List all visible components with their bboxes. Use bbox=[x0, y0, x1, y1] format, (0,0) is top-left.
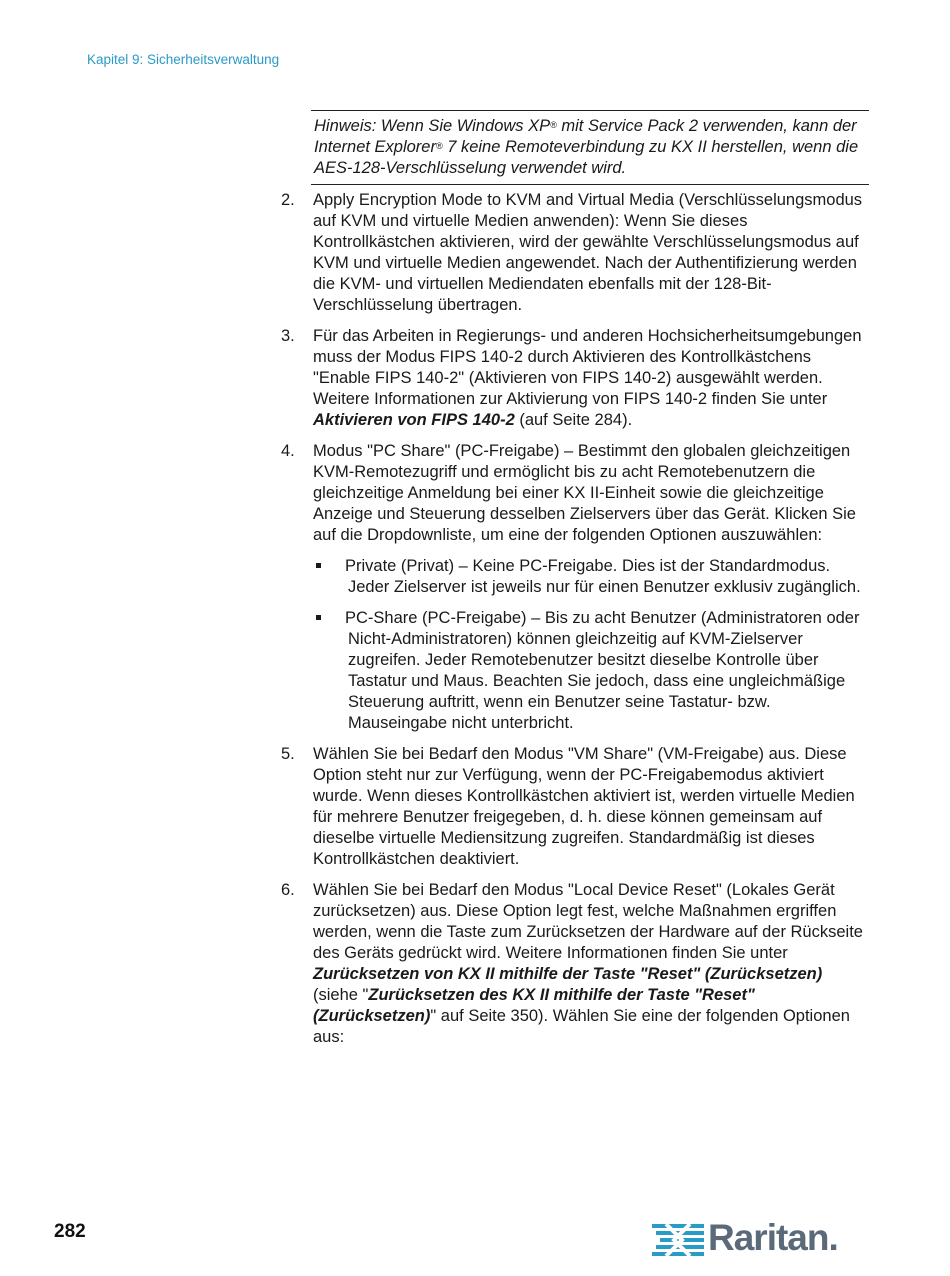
item-number: 3. bbox=[281, 327, 295, 345]
item-text: Modus "PC Share" (PC-Freigabe) – Bestimmt den globalen gleichzeitigen KVM-Remotezugriff und ermöglicht bis zu acht Remotebenutzern die gleichzeitige Anmeldung bei einer KX II-Einheit sowie die gleichzeitige Anzeige und Steuerung desselben Zielservers über das Gerät. Klicken Sie auf die Dropdownliste, um eine der folgenden Optionen auszuwählen: bbox=[313, 442, 856, 544]
item-text bbox=[313, 326, 871, 431]
item-text: Wählen Sie bei Bedarf den Modus "VM Share" (VM-Freigabe) aus. Diese Option steht nur zur Verfügung, wenn der PC-Freigabemodus aktiviert wurde. Wenn dieses Kontrollkästchen aktiviert ist, werden virtuelle Medien für mehrere Benutzer freigegeben, d. h. diese können gemeinsam auf dieselbe virtuelle Mediensitzung zugreifen. Standardmäßig ist dieses Kontrollkästchen deaktiviert. bbox=[313, 745, 855, 868]
note-text-3: 7 keine Remoteverbindung zu KX II herstellen, wenn die AES-128-Verschlüsselung verwendet wird. bbox=[314, 138, 859, 177]
list-item-5 bbox=[281, 744, 871, 870]
page-number: 282 bbox=[54, 1221, 86, 1242]
square-bullet-icon bbox=[316, 563, 321, 568]
list-item-4 bbox=[281, 441, 871, 734]
chapter-header: Kapitel 9: Sicherheitsverwaltung bbox=[87, 52, 280, 67]
item-number: 5. bbox=[281, 745, 295, 763]
item-number: 6. bbox=[281, 881, 295, 899]
cross-reference-link[interactable]: Aktivieren von FIPS 140-2 bbox=[313, 411, 515, 429]
cross-reference-link[interactable]: Zurücksetzen von KX II mithilfe der Taste "Reset" (Zurücksetzen) bbox=[313, 965, 823, 983]
bullet-item-pc-share bbox=[313, 608, 871, 734]
item-text-after: " auf Seite 350). Wählen Sie eine der folgenden Optionen aus: bbox=[313, 1007, 850, 1046]
raritan-logo bbox=[652, 1219, 852, 1261]
bullet-text: PC-Share (PC-Freigabe) – Bis zu acht Benutzer (Administratoren oder Nicht-Administratoren) können gleichzeitig auf KVM-Zielserver zugreifen. Jeder Remotebenutzer besitzt dieselbe Kontrolle über Tastatur und Maus. Beachten Sie jedoch, dass eine ungleichmäßige Steuerung auftritt, wenn ein Benutzer seine Tastatur- bzw. Mauseingabe nicht unterbricht. bbox=[345, 609, 860, 732]
item-text bbox=[313, 880, 871, 1048]
item-number: 2. bbox=[281, 191, 295, 209]
item-text-before: Wählen Sie bei Bedarf den Modus "Local Device Reset" (Lokales Gerät zurücksetzen) aus. Diese Option legt fest, welche Maßnahmen ergriffen werden, wenn die Taste zum Zurücksetzen der Hardware auf der Rückseite des Geräts gedrückt wird. Weitere Informationen finden Sie unter bbox=[313, 881, 863, 962]
item-text-after: (auf Seite 284). bbox=[514, 411, 633, 429]
cross-reference-link[interactable]: Zurücksetzen des KX II mithilfe der Taste "Reset" (Zurücksetzen) bbox=[313, 986, 755, 1025]
note-box bbox=[311, 110, 869, 185]
bullet-item-private bbox=[313, 556, 871, 598]
item-text: Apply Encryption Mode to KVM and Virtual Media (Verschlüsselungsmodus auf KVM und virtuelle Medien anwenden): Wenn Sie dieses Kontrollkästchen aktivieren, wird der gewählte Verschlüsselungsmodus auf KVM und virtuelle Medien angewendet. Nach der Authentifizierung werden die KVM- und virtuellen Mediendaten ebenfalls mit der 128-Bit-Verschlüsselung übertragen. bbox=[313, 191, 863, 314]
registered-mark: ® bbox=[435, 141, 443, 151]
list-item-6 bbox=[281, 880, 871, 1048]
logo-wordmark: Raritan. bbox=[708, 1217, 838, 1258]
item-text-before: Für das Arbeiten in Regierungs- und anderen Hochsicherheitsumgebungen muss der Modus FIPS 140-2 durch Aktivieren des Kontrollkästchens "Enable FIPS 140-2" (Aktivieren von FIPS 140-2) ausgewählt werden. Weitere Informationen zur Aktivierung von FIPS 140-2 finden Sie unter bbox=[313, 327, 862, 408]
registered-mark: ® bbox=[550, 120, 557, 130]
numbered-list bbox=[281, 190, 871, 1058]
note-text-2: mit Service Pack 2 verwenden, kann der Internet Explorer bbox=[314, 117, 857, 156]
list-item-3 bbox=[281, 326, 871, 431]
square-bullet-icon bbox=[316, 615, 321, 620]
item-number: 4. bbox=[281, 442, 295, 460]
bullet-list bbox=[313, 556, 871, 734]
list-item-2 bbox=[281, 190, 871, 316]
note-text-1: Hinweis: Wenn Sie Windows XP bbox=[314, 117, 551, 135]
bullet-text: Private (Privat) – Keine PC-Freigabe. Dies ist der Standardmodus. Jeder Zielserver ist jeweils nur für einen Benutzer exklusiv zugänglich. bbox=[345, 557, 861, 596]
raritan-logo-icon bbox=[652, 1220, 706, 1260]
item-text-mid: (siehe " bbox=[313, 986, 369, 1004]
